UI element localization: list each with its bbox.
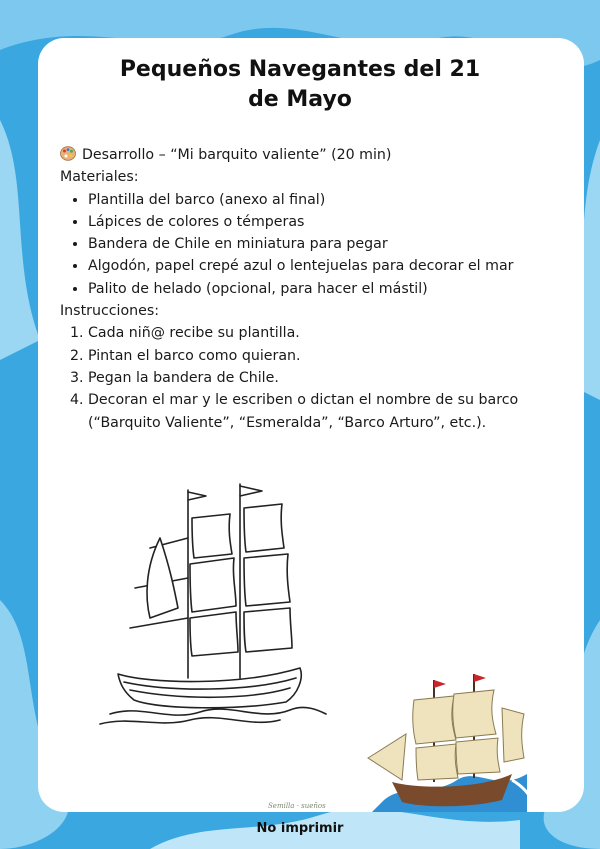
list-item: 4. Decoran el mar y le escriben o dictan el nombre de su barco (“Barquito Valiente”, “Esmeralda”, “Barco Arturo”, etc.). bbox=[88, 389, 530, 434]
section-heading-text: Desarrollo – “Mi barquito valiente” (20 min) bbox=[82, 147, 392, 163]
page-title bbox=[0, 55, 600, 115]
palette-icon bbox=[60, 146, 76, 161]
list-item: • Bandera de Chile en miniatura para pegar bbox=[88, 233, 530, 255]
ship-line-drawing bbox=[90, 478, 330, 728]
list-item: 3. Pegan la bandera de Chile. bbox=[88, 367, 530, 389]
brand-logo: Semilla · sueños bbox=[268, 802, 326, 810]
list-item: 2. Pintan el barco como quieran. bbox=[88, 345, 530, 367]
list-item: • Algodón, papel crepé azul o lentejuelas para decorar el mar bbox=[88, 255, 530, 277]
footer-note: No imprimir bbox=[256, 821, 344, 836]
list-item: • Palito de helado (opcional, para hacer el mástil) bbox=[88, 278, 530, 300]
list-item: 1. Cada niñ@ recibe su plantilla. bbox=[88, 322, 530, 344]
instructions-list bbox=[60, 322, 530, 433]
activity-content bbox=[60, 144, 530, 434]
materials-list bbox=[60, 189, 530, 300]
section-heading bbox=[60, 144, 530, 166]
list-item: • Lápices de colores o témperas bbox=[88, 211, 530, 233]
title-line-2: de Mayo bbox=[248, 87, 352, 112]
title-line-1: Pequeños Navegantes del 21 bbox=[119, 57, 481, 82]
ship-color-illustration bbox=[362, 662, 532, 812]
materials-label: Materiales: bbox=[60, 169, 139, 186]
instructions-label: Instrucciones: bbox=[60, 303, 160, 320]
list-item: • Plantilla del barco (anexo al final) bbox=[88, 189, 530, 211]
